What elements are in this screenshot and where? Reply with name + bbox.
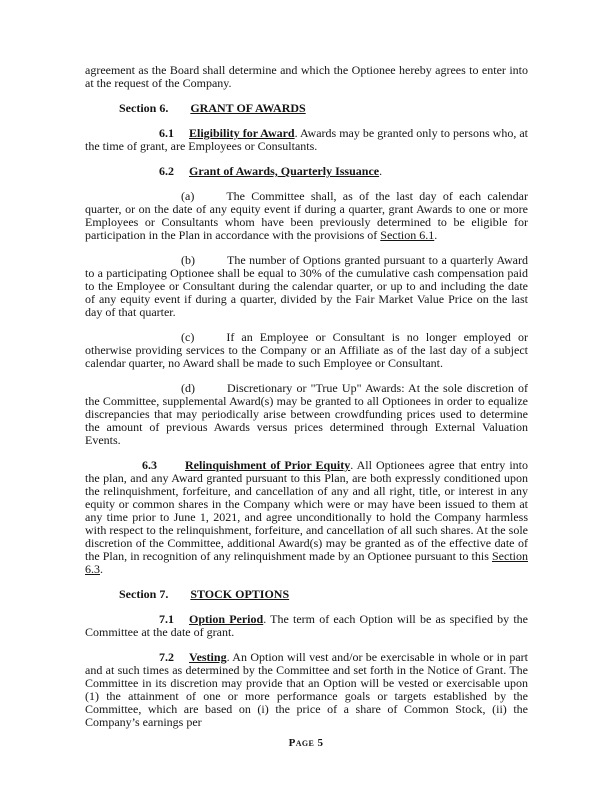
document-body <box>85 64 528 729</box>
section-7-heading <box>85 588 528 601</box>
text-run: 7.1 <box>159 612 174 626</box>
text-run: GRANT OF AWARDS <box>190 101 306 115</box>
text-run: Relinquishment of Prior Equity <box>185 458 351 472</box>
clause-6-3 <box>85 459 528 576</box>
text-run: Grant of Awards, Quarterly Issuance <box>189 164 380 178</box>
clause-7-1 <box>85 613 528 639</box>
text-run: (c) <box>181 330 195 344</box>
text-run: If an Employee or Consultant is no longer employed or otherwise providing services to the Company or an Affiliate as of the last day of a subject calendar quarter, no Award shall be made to such Employee or Consultant. <box>85 330 528 370</box>
text-run: The number of Options granted pursuant to a quarterly Award to a participating Optionee shall be equal to 30% of the cumulative cash compensation paid to the Employee or Consultant during the calendar quarter, or up to and including the date of any equity event if during a quarter, divided by the Fair Market Value Price on the last day of that quarter. <box>85 253 528 319</box>
section-6-heading <box>85 102 528 115</box>
text-run: (d) <box>181 381 195 395</box>
text-run: 6.2 <box>159 164 174 178</box>
text-run: . <box>434 228 438 242</box>
clause-6-2-heading <box>85 165 528 178</box>
clause-6-2-b <box>85 254 528 319</box>
text-run: Section 6.3 <box>85 549 528 576</box>
page-footer <box>0 737 612 749</box>
text-run: 6.1 <box>159 126 174 140</box>
text-run: Vesting <box>189 650 227 664</box>
text-run: . <box>379 164 383 178</box>
page-number-label: Page 5 <box>288 737 324 749</box>
text-run: Section 6. <box>119 101 169 115</box>
clause-6-2-d <box>85 382 528 447</box>
text-run: Discretionary or "True Up" Awards: At the sole discretion of the Committee, supplemental Award(s) may be granted to all Optionees in order to equalize discrepancies that may periodically arise between crowdfunding prices used to determine the amount of previous Awards versus prices determined through External Valuation Events. <box>85 381 528 447</box>
text-run: STOCK OPTIONS <box>190 587 290 601</box>
text-run: Section 6.1 <box>380 228 435 242</box>
text-run: . <box>100 562 103 576</box>
text-run: Section 7. <box>119 587 169 601</box>
text-run: Eligibility for Award <box>189 126 295 140</box>
text-run: (a) <box>181 189 195 203</box>
text-run: 7.2 <box>159 650 174 664</box>
text-run: 6.3 <box>142 458 157 472</box>
text-run: The Committee shall, as of the last day of each calendar quarter, or on the date of any equity event if during a quarter, grant Awards to one or more Employees or Consultants whom have been previously determined to be eligible for participation in the Plan in accordance with the provisions of <box>85 189 528 242</box>
clause-6-2-a <box>85 190 528 242</box>
text-run: . The term of each Option will be as specified by the Committee at the date of grant. <box>85 612 528 639</box>
text-run: . An Option will vest and/or be exercisable in whole or in part and at such times as determined by the Committee and set forth in the Notice of Grant. The Committee in its discretion may provide that an Option will be vested or exercisable upon (1) the attainment of one or more performance goals or targets established by the Committee, which are based on (i) the price of a share of Common Stock, (ii) the Company’s earnings per <box>85 650 528 729</box>
clause-6-1 <box>85 127 528 153</box>
clause-7-2 <box>85 651 528 729</box>
text-run: agreement as the Board shall determine and which the Optionee hereby agrees to enter into at the request of the Company. <box>85 63 528 90</box>
text-run: (b) <box>181 253 195 267</box>
text-run: . All Optionees agree that entry into the plan, and any Award granted pursuant to this Plan, are both expressly conditioned upon the relinquishment, forfeiture, and cancellation of any and all right, title, or interest in any equity or common shares in the Company which were or may have been issued to them at any time prior to June 1, 2021, and agree unconditionally to hold the Company harmless with respect to the relinquishment, forfeiture, and cancellation of all such shares. At the sole discretion of the Committee, additional Award(s) may be granted as of the effective date of the Plan, in recognition of any relinquishment made by an Optionee pursuant to this <box>85 458 528 563</box>
clause-6-2-c <box>85 331 528 370</box>
text-run: Option Period <box>189 612 264 626</box>
text-run: . Awards may be granted only to persons who, at the time of grant, are Employees or Consultants. <box>85 126 528 153</box>
continuation-paragraph <box>85 64 528 90</box>
